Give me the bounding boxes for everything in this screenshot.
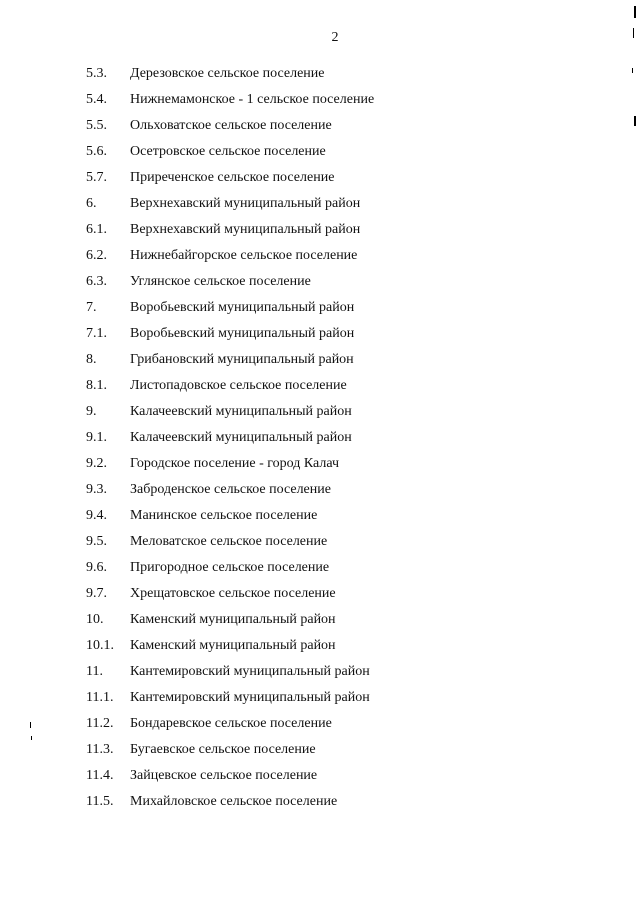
page-number: 2 [331,30,339,45]
item-name: Ольховатское сельское поселение [130,118,332,133]
list-item [86,165,374,191]
item-number: 9. [86,404,97,419]
list-item [86,451,374,477]
list-item [86,373,374,399]
item-number: 9.6. [86,560,107,575]
item-number: 5.6. [86,144,107,159]
item-name: Зайцевское сельское поселение [130,768,318,783]
list-item [86,789,374,815]
item-name: Нижнебайгорское сельское поселение [130,248,358,263]
item-name: Каменский муниципальный район [130,638,336,653]
list-item [86,503,374,529]
list-item [86,607,374,633]
item-name: Осетровское сельское поселение [130,144,326,159]
item-name: Дерезовское сельское поселение [130,66,325,81]
item-number: 6.1. [86,222,107,237]
scan-edge-mark [30,722,31,728]
item-number: 9.7. [86,586,107,601]
item-name: Бондаревское сельское поселение [130,716,332,731]
list-item [86,191,374,217]
item-number: 11.4. [86,768,114,783]
item-name: Кантемировский муниципальный район [130,664,370,679]
list-item [86,321,374,347]
list-item [86,113,374,139]
item-number: 5.4. [86,92,107,107]
item-name: Калачеевский муниципальный район [130,404,352,419]
list-item [86,87,374,113]
item-number: 7. [86,300,97,315]
item-name: Пригородное сельское поселение [130,560,330,575]
item-number: 9.4. [86,508,107,523]
item-name: Приреченское сельское поселение [130,170,335,185]
scan-edge-mark [31,736,32,740]
item-number: 6.3. [86,274,107,289]
item-name: Верхнехавский муниципальный район [130,222,361,237]
item-number: 10. [86,612,104,627]
list-item [86,659,374,685]
list-item [86,555,374,581]
item-number: 9.5. [86,534,107,549]
list-item [86,425,374,451]
list-item [86,399,374,425]
item-number: 8. [86,352,97,367]
item-name: Воробьевский муниципальный район [130,300,355,315]
item-name: Верхнехавский муниципальный район [130,196,361,211]
list-item [86,139,374,165]
item-number: 10.1. [86,638,114,653]
item-number: 11. [86,664,103,679]
item-name: Михайловское сельское поселение [130,794,338,809]
scan-edge-mark [634,6,636,18]
list-item [86,711,374,737]
list-item [86,243,374,269]
item-number: 5.5. [86,118,107,133]
scan-edge-mark [634,116,636,126]
list-item [86,633,374,659]
item-number: 8.1. [86,378,107,393]
item-number: 11.2. [86,716,114,731]
list-item [86,217,374,243]
item-number: 6. [86,196,97,211]
item-name: Воробьевский муниципальный район [130,326,355,341]
list-item [86,347,374,373]
item-name: Хрещатовское сельское поселение [130,586,336,601]
item-number: 11.3. [86,742,114,757]
item-number: 9.3. [86,482,107,497]
item-number: 11.5. [86,794,114,809]
list-item [86,529,374,555]
item-name: Городское поселение - город Калач [130,456,340,471]
item-number: 9.2. [86,456,107,471]
item-name: Калачеевский муниципальный район [130,430,352,445]
item-name: Нижнемамонское - 1 сельское поселение [130,92,375,107]
item-name: Листопадовское сельское поселение [130,378,347,393]
item-name: Углянское сельское поселение [130,274,311,289]
item-name: Каменский муниципальный район [130,612,336,627]
scan-edge-mark [633,28,634,38]
list-item [86,581,374,607]
item-name: Бугаевское сельское поселение [130,742,316,757]
item-name: Грибановский муниципальный район [130,352,354,367]
item-name: Меловатское сельское поселение [130,534,328,549]
item-number: 7.1. [86,326,107,341]
list-item [86,61,374,87]
item-name: Кантемировский муниципальный район [130,690,370,705]
settlement-list [86,61,374,815]
item-number: 5.3. [86,66,107,81]
list-item [86,477,374,503]
list-item [86,685,374,711]
item-number: 9.1. [86,430,107,445]
item-number: 11.1. [86,690,114,705]
list-item [86,269,374,295]
list-item [86,763,374,789]
item-name: Заброденское сельское поселение [130,482,331,497]
item-number: 6.2. [86,248,107,263]
list-item [86,295,374,321]
item-name: Манинское сельское поселение [130,508,318,523]
item-number: 5.7. [86,170,107,185]
list-item [86,737,374,763]
scan-edge-mark [632,68,633,73]
